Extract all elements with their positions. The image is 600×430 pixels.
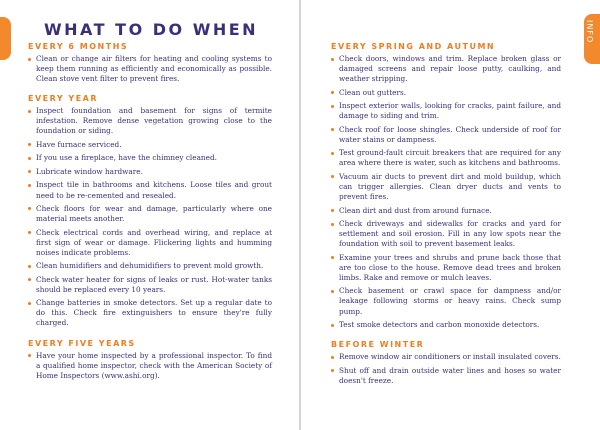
section-heading: EVERY YEAR <box>28 94 99 104</box>
right-page <box>301 0 600 430</box>
list-item: Test smoke detectors and carbon monoxide detectors. <box>331 320 561 330</box>
checklist <box>331 54 561 330</box>
info-tab-label: INFO <box>585 20 594 44</box>
list-item: Clean humidifiers and dehumidifiers to prevent mold growth. <box>28 261 272 271</box>
list-item: Shut off and drain outside water lines and hoses so water doesn't freeze. <box>331 366 561 386</box>
section-every-6-months <box>28 42 272 84</box>
left-page-tab <box>0 17 11 60</box>
list-item: Have furnace serviced. <box>28 140 272 150</box>
list-item: Change batteries in smoke detectors. Set up a regular date to do this. Check fire extinguishers to ensure they're fully charged. <box>28 298 272 328</box>
list-item: Remove window air conditioners or install insulated covers. <box>331 352 561 362</box>
list-item: If you use a fireplace, have the chimney cleaned. <box>28 153 272 163</box>
list-item: Check water heater for signs of leaks or rust. Hot-water tanks should be replaced every 10 years. <box>28 275 272 295</box>
list-item: Check doors, windows and trim. Replace broken glass or damaged screens and repair loose putty, caulking, and weather stripping. <box>331 54 561 84</box>
section-every-year <box>28 94 272 328</box>
left-column <box>28 42 272 391</box>
list-item: Inspect foundation and basement for signs of termite infestation. Remove dense vegetation growing close to the foundation or siding. <box>28 106 272 136</box>
list-item: Have your home inspected by a professional inspector. To find a qualified home inspector, check with the American Society of Home Inspectors (www.ashi.org). <box>28 351 272 381</box>
section-before-winter <box>331 340 561 386</box>
checklist <box>28 106 272 328</box>
section-spring-autumn <box>331 42 561 330</box>
section-heading: EVERY FIVE YEARS <box>28 338 136 348</box>
list-item: Check floors for wear and damage, particularly where one material meets another. <box>28 204 272 224</box>
list-item: Inspect tile in bathrooms and kitchens. Loose tiles and grout need to be re-cemented and resealed. <box>28 180 272 200</box>
list-item: Clean out gutters. <box>331 88 561 98</box>
list-item: Clean dirt and dust from around furnace. <box>331 206 561 216</box>
section-heading: BEFORE WINTER <box>331 340 425 350</box>
list-item: Check basement or crawl space for dampness and/or leakage following storms or heavy rains. Check sump pump. <box>331 286 561 316</box>
checklist <box>331 352 561 386</box>
list-item: Check electrical cords and overhead wiring, and replace at first sign of wear or damage. Flickering lights and humming noises indicate problems. <box>28 228 272 258</box>
section-heading: EVERY 6 MONTHS <box>28 42 129 51</box>
right-column <box>331 42 561 396</box>
section-every-five-years <box>28 339 272 381</box>
section-heading: EVERY SPRING AND AUTUMN <box>331 42 496 51</box>
page-title: WHAT TO DO WHEN <box>44 20 259 39</box>
left-page <box>0 0 299 430</box>
list-item: Lubricate window hardware. <box>28 167 272 177</box>
list-item: Inspect exterior walls, looking for cracks, paint failure, and damage to siding and trim. <box>331 101 561 121</box>
list-item: Check roof for loose shingles. Check underside of roof for water stains or dampness. <box>331 125 561 145</box>
checklist <box>28 351 272 381</box>
checklist <box>28 54 272 84</box>
list-item: Check driveways and sidewalks for cracks and yard for settlement and soil erosion. Fill in any low spots near the foundation with soil to prevent basement leaks. <box>331 219 561 249</box>
list-item: Vacuum air ducts to prevent dirt and mold buildup, which can trigger allergies. Clean dryer ducts and vents to prevent fires. <box>331 172 561 202</box>
list-item: Test ground-fault circuit breakers that are required for any area where there is water, such as kitchens and bathrooms. <box>331 148 561 168</box>
list-item: Examine your trees and shrubs and prune back those that are too close to the house. Remove dead trees and broken limbs. Rake and remove or mulch leaves. <box>331 253 561 283</box>
list-item: Clean or change air filters for heating and cooling systems to keep them running as efficiently and economically as possible. Clean stove vent filter to prevent fires. <box>28 54 272 84</box>
info-tab <box>584 14 600 64</box>
